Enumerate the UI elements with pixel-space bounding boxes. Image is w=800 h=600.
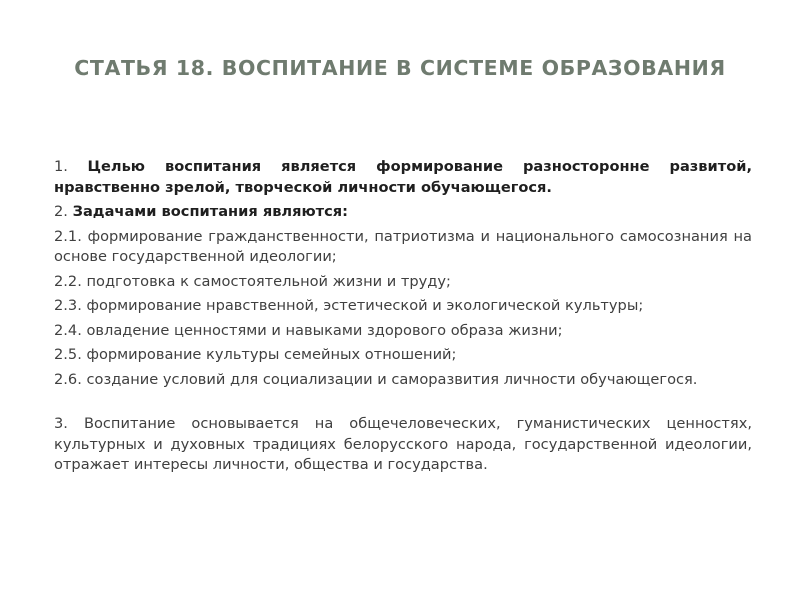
spacer — [54, 394, 752, 414]
item-text: формирование нравственной, эстетической и экологической культуры; — [86, 297, 644, 314]
list-item-2-2 — [54, 272, 752, 293]
item-number: 2.3. — [54, 297, 87, 314]
list-item-3 — [54, 414, 752, 476]
list-item-2-1 — [54, 227, 752, 268]
item-text: Целью воспитания является формирование разносторонне развитой, нравственно зрелой, творческой личности обучающегося. — [54, 158, 752, 196]
list-item-2 — [54, 202, 752, 223]
item-number: 2.4. — [54, 321, 87, 339]
list-item-1 — [54, 157, 752, 198]
item-text: формирование гражданственности, патриотизма и национального самосознания на основе государственной идеологии; — [54, 227, 752, 265]
item-number: 3. — [54, 415, 84, 432]
item-text: овладение ценностями и навыками здорового образа жизни; — [86, 321, 563, 339]
item-number: 2.6. — [54, 370, 87, 388]
item-text: Задачами воспитания являются: — [72, 203, 348, 220]
list-item-2-3 — [54, 296, 752, 317]
item-number: 2.2. — [54, 272, 87, 290]
list-item-2-6 — [54, 370, 752, 391]
slide-title: СТАТЬЯ 18. ВОСПИТАНИЕ В СИСТЕМЕ ОБРАЗОВАНИЯ — [74, 56, 726, 80]
list-item-2-4 — [54, 321, 752, 342]
item-number: 2.5. — [54, 346, 87, 363]
item-number: 2. — [54, 203, 73, 220]
slide-body — [54, 157, 752, 480]
list-item-2-5 — [54, 345, 752, 366]
item-number: 2.1. — [54, 227, 88, 245]
item-text: Воспитание основывается на общечеловеческих, гуманистических ценностях, культурных и духовных традициях белорусского народа, государственной идеологии, отражает интересы личности, общества и государства. — [54, 415, 752, 473]
item-text: формирование культуры семейных отношений; — [86, 346, 457, 363]
item-text: создание условий для социализации и саморазвития личности обучающегося. — [86, 370, 698, 388]
item-number: 1. — [54, 158, 88, 175]
item-text: подготовка к самостоятельной жизни и труду; — [86, 272, 451, 290]
